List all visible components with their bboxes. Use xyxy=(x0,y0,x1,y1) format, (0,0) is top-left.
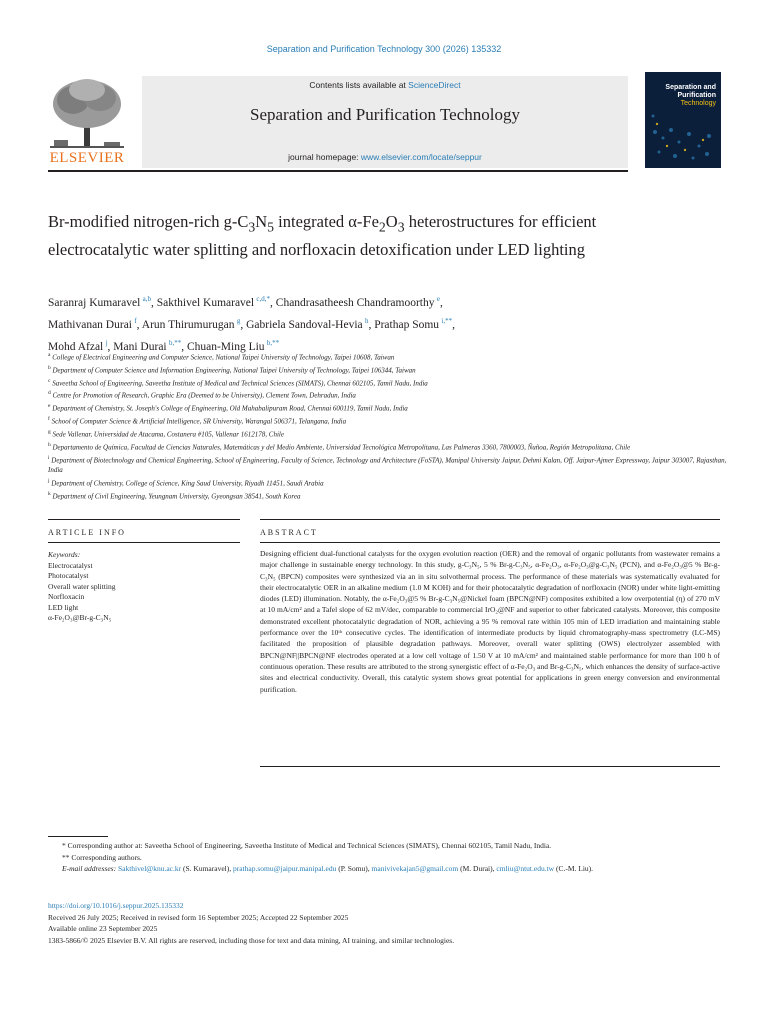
corresponding-authors-note: ** Corresponding authors. xyxy=(62,852,142,862)
affiliation-item: $^b$ Department of Computer Science and Information Engineering, National Taipei University of Technology, Taipei 106344, Taiwan xyxy=(48,364,416,375)
contents-line: Contents lists available at ScienceDirect xyxy=(309,80,461,90)
journal-title: Separation and Purification Technology xyxy=(250,105,520,124)
affiliation-item: $^c$ Saveetha School of Engineering, Saveetha Institute of Medical and Technical Sciences (SIMATS), Chennai 602105, Tamil Nadu, India xyxy=(48,377,428,387)
divider xyxy=(260,766,720,767)
author-name[interactable]: Saranraj Kumaravel xyxy=(48,296,141,309)
divider xyxy=(260,519,720,520)
publication-info xyxy=(48,900,728,946)
affiliation-item: $^a$ College of Electrical Engineering and Computer Science, National Taipei University of Technology, Taipei 10608, Taiwan xyxy=(48,352,395,362)
author-affiliation-marker[interactable]: e xyxy=(436,295,440,303)
author-name[interactable]: Mathivanan Durai xyxy=(48,318,132,331)
author-affiliation-marker[interactable]: j xyxy=(105,338,108,347)
footnotes xyxy=(48,840,728,875)
dates-line: Received 26 July 2025; Received in revised form 16 September 2025; Accepted 22 September 2025 xyxy=(48,912,349,922)
author-name[interactable]: Mohd Afzal xyxy=(48,340,104,353)
header-rule xyxy=(48,170,628,172)
online-date: Available online 23 September 2025 xyxy=(48,924,158,933)
journal-cover-image[interactable] xyxy=(645,72,721,168)
author-list: Saranraj Kumaravel $^{a,b}$, Sakthivel Kumaravel $^{c,d,*}$, Chandrasatheesh Chandramoorthy $^e$, Mathivanan Durai $^f$, Arun Thirumurugan $^g$, Gabriela Sandoval-Hevia $^h$, Prathap Somu $^{i,**}$, Mohd Afzal $^j$, Mani Durai $^{b,**}$, Chuan-Ming Liu $^{b,**}$ xyxy=(48,295,455,353)
corresponding-author-note: * Corresponding author at: Saveetha School of Engineering, Saveetha Institute of Medical and Technical Sciences (SIMATS), Chennai 602105, Tamil Nadu, India. xyxy=(62,841,552,850)
author-affiliation-marker[interactable]: c,d,* xyxy=(256,295,271,303)
keywords-block xyxy=(48,550,238,624)
author-affiliation-marker[interactable]: f xyxy=(134,316,137,325)
affiliation-item: $^k$ Department of Civil Engineering, Yeungnam University, Gyeongsan 38541, South Korea xyxy=(48,490,301,501)
email-link[interactable]: cmliu@ntut.edu.tw xyxy=(496,864,555,873)
author-affiliation-marker[interactable]: h xyxy=(364,316,369,325)
email-link[interactable]: prathap.somu@jaipur.manipal.edu xyxy=(232,864,337,873)
author-name[interactable]: Prathap Somu xyxy=(374,318,440,331)
affiliation-item: $^g$ Sede Vallenar, Universidad de Atacama, Costanera #105, Vallenar 1612178, Chile xyxy=(48,428,284,439)
affiliation-item: $^i$ Department of Biotechnology and Chemical Engineering, School of Engineering, Faculty of Science, Technology and Architecture (FoSTA), Manipal University Jaipur, Dehmi Kalan, Off. Jaipur-Ajmer Expressway, Jaipur 303007, Rajasthan, India xyxy=(48,454,727,475)
cover-title: Separation and Purification Technology xyxy=(665,84,716,107)
author-affiliation-marker[interactable]: g xyxy=(236,316,241,325)
divider xyxy=(48,542,240,543)
author-name[interactable]: Gabriela Sandoval-Hevia xyxy=(246,318,363,331)
author-name[interactable]: Chuan-Ming Liu xyxy=(186,340,265,353)
keyword: Electrocatalyst xyxy=(48,560,93,570)
footnote-rule xyxy=(48,836,108,837)
author-name[interactable]: Mani Durai xyxy=(113,340,167,353)
journal-homepage-line: journal homepage: www.elsevier.com/locate/seppur xyxy=(288,152,482,162)
journal-homepage-link[interactable]: www.elsevier.com/locate/seppur xyxy=(360,152,482,162)
author-name[interactable]: Arun Thirumurugan xyxy=(141,318,235,331)
keyword: Overall water splitting xyxy=(48,581,116,591)
keyword: Norfloxacin xyxy=(48,592,85,601)
email-addresses: E-mail addresses: Sakthivel@knu.ac.kr (S. Kumaravel), prathap.somu@jaipur.manipal.edu (P. Somu), manivivekajan5@gmail.com (M. Durai), cmliu@ntut.edu.tw (C.-M. Liu). xyxy=(62,864,594,873)
keyword: LED light xyxy=(48,602,79,612)
divider xyxy=(260,542,720,543)
author-affiliation-marker[interactable]: i,** xyxy=(441,316,453,325)
article-info-heading: ARTICLE INFO xyxy=(48,528,126,537)
author-affiliation-marker[interactable]: a,b xyxy=(142,295,151,303)
affiliation-item: $^h$ Departamento de Química, Facultad de Ciencias Naturales, Matemáticas y del Medio Ambiente, Universidad Tecnológica Metropolitana, Las Palmeras 3360, 7800003, Ñuñoa, Región Metropolitana, Chile xyxy=(48,441,631,452)
keywords-label: Keywords: xyxy=(48,550,81,559)
author-name[interactable]: Sakthivel Kumaravel xyxy=(156,296,255,309)
divider xyxy=(48,519,240,520)
email-link[interactable]: manivivekajan5@gmail.com xyxy=(371,864,459,873)
author-affiliation-marker[interactable]: b,** xyxy=(266,338,280,347)
abstract-heading: ABSTRACT xyxy=(260,528,318,537)
affiliation-item: $^f$ School of Computer Science & Artificial Intelligence, SR University, Warangal 506371, Telangana, India xyxy=(48,416,347,426)
abstract-text: Designing efficient dual-functional catalysts for the oxygen evolution reaction (OER) and the removal of organic pollutants from wastewater remains a major challenge in sustainable energy technology. In this study, g-C₃N₅, 5 % Br-g-C₃N₅, α-Fe₂O₃, α-Fe₂O₃@g-C₃N₅ (PCN), and α-Fe₂O₃@5 % Br-g-C₃N₅ (BPCN) composites were synthesized via an in situ solvothermal process. The performance of these materials was systematically evaluated for their electrocatalytic OER in an alkaline medium (1.0 M KOH) and for their photocatalytic degradation of norfloxacin (NOR) under white light-emitting diodes (LED) illumination. Notably, the α-Fe₂O₃@5 % Br-g-C₃N₅@Nickel foam (BPCN@NF) composites exhibited a low overpotential (η) of 270 mV at 10 mA/cm² and a Tafel slope of 62 mV/dec, comparable to commercial IrO₂@NF and superior to other fabricated catalysts. Moreover, this composite demonstrated excellent photocatalytic degradation of NOR, achieving a 95 % removal rate within 105 min of LED irradiation and maintaining stable performance over the 10ᵗʰ consecutive cycles. The identification of intermediate products by liquid chromatography-mass spectrometry (LC-MS) facilitated the proposition of plausible degradation pathways. Moreover, overall water splitting (OWS) electrolyzer assembled with BPCN@NF||BPCN@NF electrodes operated at a low cell voltage of 1.50 V at 10 mA/cm² and maintained stable performance for more than 100 h of continuous operation. These results are attributed to the strong synergistic effect of α-Fe₂O₃ and Br-g-C₃N₅, which enhances the density of surface-active sites and electrical conductivity. Overall, this catalytic system shows great potential for applications in green energy conversion and environmental purification. xyxy=(260,549,720,694)
article-title: Br-modified nitrogen-rich $g-C_3N_5$ integrated $\alpha-Fe_2O_3$ heterostructures for efficient electrocatalytic water splitting and norfloxacin detoxification under LED lighting xyxy=(48,212,597,260)
sciencedirect-link[interactable]: ScienceDirect xyxy=(408,80,461,90)
affiliation-item: $^j$ Department of Chemistry, College of Science, King Saud University, Riyadh 11451, Saudi Arabia xyxy=(48,477,324,488)
affiliation-item: $^e$ Department of Chemistry, St. Joseph's College of Engineering, Old Mahabalipuram Road, Chennai 600119, Tamil Nadu, India xyxy=(48,403,408,413)
author-name[interactable]: Chandrasatheesh Chandramoorthy xyxy=(275,296,435,309)
doi-link[interactable]: https://doi.org/10.1016/j.seppur.2025.135332 xyxy=(48,901,184,910)
keyword: Photocatalyst xyxy=(48,571,89,580)
running-head[interactable]: Separation and Purification Technology 300 (2026) 135332 xyxy=(266,44,502,54)
keyword: α-Fe₂O₃@Br-g-C₃N₅ xyxy=(48,613,112,622)
copyright-line: 1383-5866/© 2025 Elsevier B.V. All rights are reserved, including those for text and data mining, AI training, and similar technologies. xyxy=(48,935,455,945)
email-link[interactable]: Sakthivel@knu.ac.kr xyxy=(117,864,182,873)
publisher-wordmark: ELSEVIER xyxy=(49,150,125,166)
affiliation-item: $^d$ Centre for Promotion of Research, Graphic Era (Deemed to be University), Clement Town, Dehradun, India xyxy=(48,390,356,400)
author-affiliation-marker[interactable]: b,** xyxy=(168,338,182,347)
affiliation-list xyxy=(48,350,728,502)
